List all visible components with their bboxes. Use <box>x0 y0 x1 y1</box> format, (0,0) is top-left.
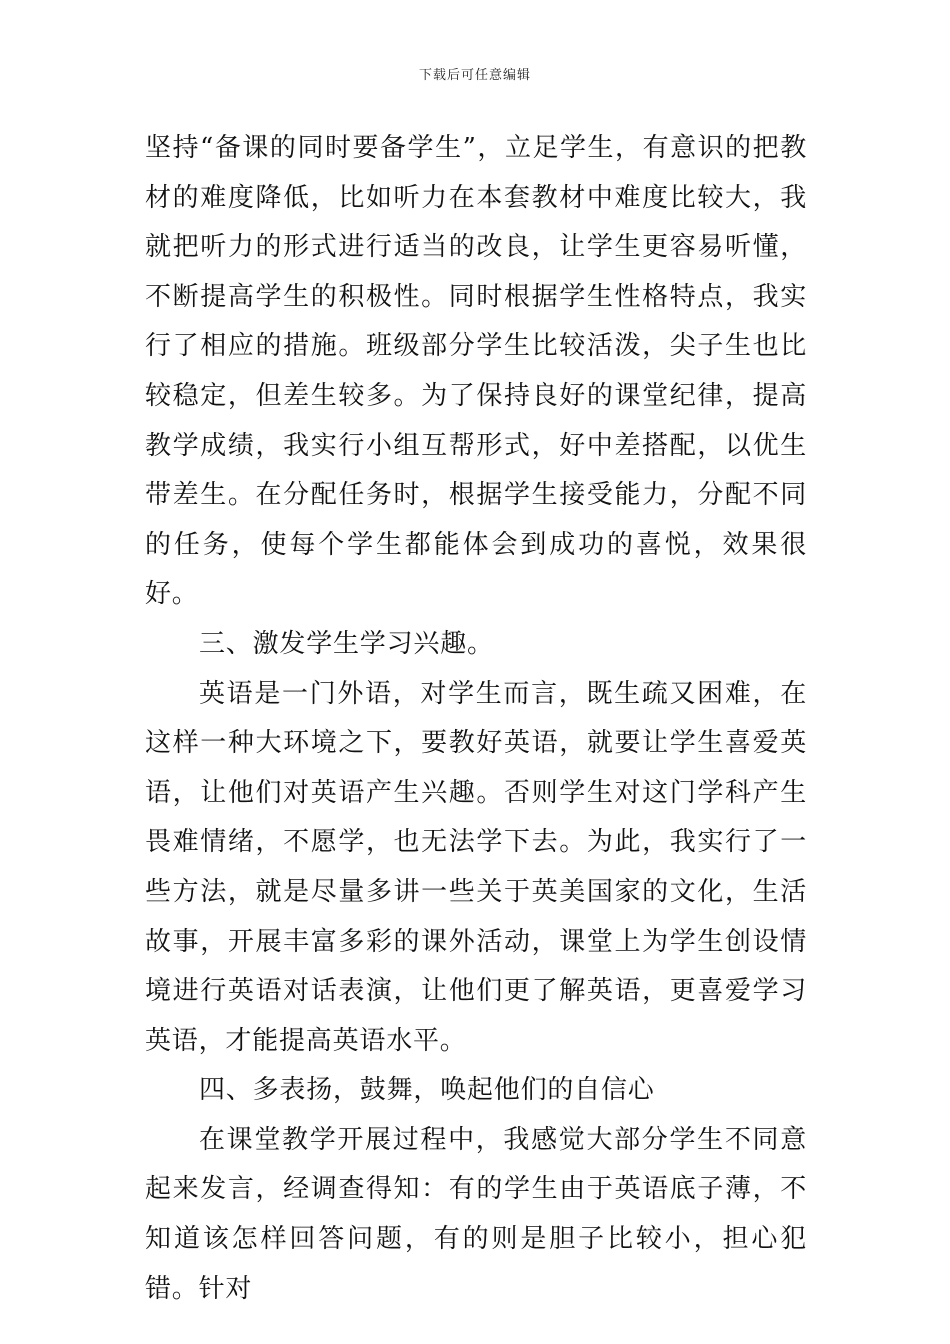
section-heading-3: 三、激发学生学习兴趣。 <box>199 628 494 659</box>
section-heading-4: 四、多表扬，鼓舞，唤起他们的自信心 <box>199 1075 655 1106</box>
document-body <box>145 124 807 1314</box>
paragraph-interest: 英语是一门外语，对学生而言，既生疏又困难，在这样一种大环境之下，要教好英语，就要让学生喜爱英语，让他们对英语产生兴趣。否则学生对这门学科产生畏难情绪，不愿学，也无法学下去。为此，我实行了一些方法，就是尽量多讲一些关于英美国家的文化，生活故事，开展丰富多彩的课外活动，课堂上为学生创设情境进行英语对话表演，让他们更了解英语，更喜爱学习英语，才能提高英语水平。 <box>145 678 807 1056</box>
paragraph-continuation: 坚持“备课的同时要备学生”，立足学生，有意识的把教材的难度降低，比如听力在本套教材中难度比较大，我就把听力的形式进行适当的改良，让学生更容易听懂，不断提高学生的积极性。同时根据学生性格特点，我实行了相应的措施。班级部分学生比较活泼，尖子生也比较稳定，但差生较多。为了保持良好的课堂纪律，提高教学成绩，我实行小组互帮形式，好中差搭配，以优生带差生。在分配任务时，根据学生接受能力，分配不同的任务，使每个学生都能体会到成功的喜悦，效果很好。 <box>145 133 807 610</box>
paragraph-encouragement: 在课堂教学开展过程中，我感觉大部分学生不同意起来发言，经调查得知：有的学生由于英语底子薄，不知道该怎样回答问题，有的则是胆子比较小，担心犯错。针对 <box>145 1124 807 1304</box>
page-header: 下载后可任意编辑 <box>418 68 531 83</box>
